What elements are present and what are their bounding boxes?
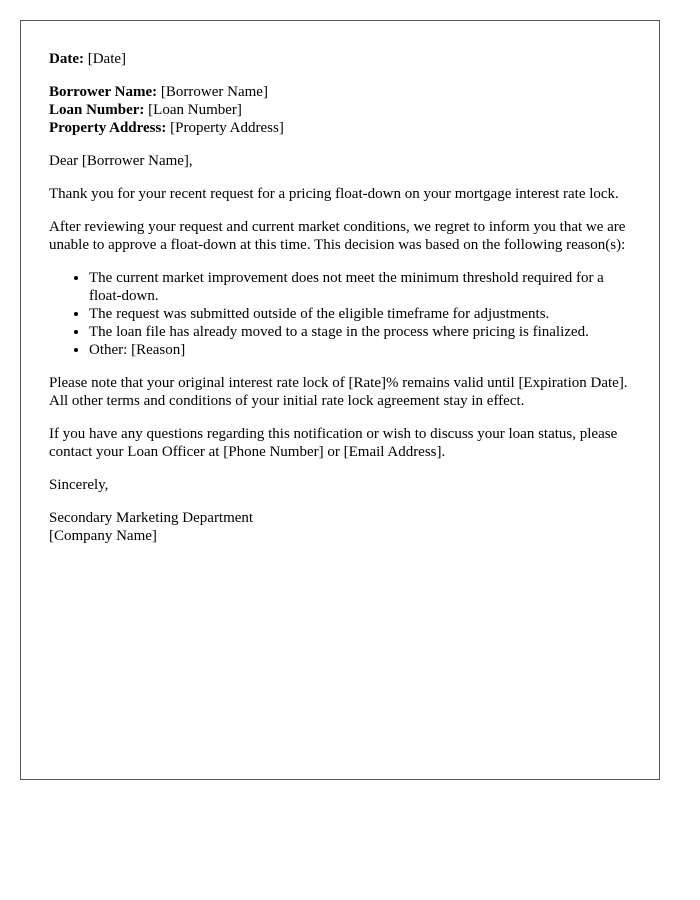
company-name: [Company Name] <box>49 528 157 544</box>
reason-item: • The loan file has already moved to a stage in the process where pricing is finalized. <box>89 323 631 341</box>
reason-item: • Other: [Reason] <box>89 341 631 359</box>
salutation: Dear [Borrower Name], <box>49 153 193 169</box>
signature-block <box>49 509 631 545</box>
date-value: [Date] <box>87 51 127 67</box>
letter <box>20 20 660 780</box>
date-label: Date: <box>49 51 84 67</box>
property-label: Property Address: <box>49 120 167 136</box>
department-name: Secondary Marketing Department <box>49 510 254 526</box>
signoff: Sincerely, <box>49 477 109 493</box>
property-value: [Property Address] <box>170 120 284 136</box>
borrower-label: Borrower Name: <box>49 84 158 100</box>
borrower-value: [Borrower Name] <box>160 84 268 100</box>
date-line <box>49 50 631 68</box>
reason-item: • The current market improvement does not meet the minimum threshold required for a float-down. <box>89 269 631 305</box>
paragraph-rate-lock: Please note that your original interest rate lock of [Rate]% remains valid until [Expiration Date]. All other terms and conditions of your initial rate lock agreement stay in effect. <box>49 375 628 409</box>
reason-item: • The request was submitted outside of the eligible timeframe for adjustments. <box>89 305 631 323</box>
loan-info <box>49 83 631 137</box>
paragraph-intro: Thank you for your recent request for a pricing float-down on your mortgage interest rate lock. <box>49 186 619 202</box>
paragraph-decision: After reviewing your request and current market conditions, we regret to inform you that we are unable to approve a float-down at this time. This decision was based on the following reason(s): <box>49 219 626 253</box>
paragraph-contact: If you have any questions regarding this notification or wish to discuss your loan status, please contact your Loan Officer at [Phone Number] or [Email Address]. <box>49 426 618 460</box>
reasons-list <box>49 269 631 359</box>
loan-number-value: [Loan Number] <box>148 102 242 118</box>
loan-number-label: Loan Number: <box>49 102 145 118</box>
